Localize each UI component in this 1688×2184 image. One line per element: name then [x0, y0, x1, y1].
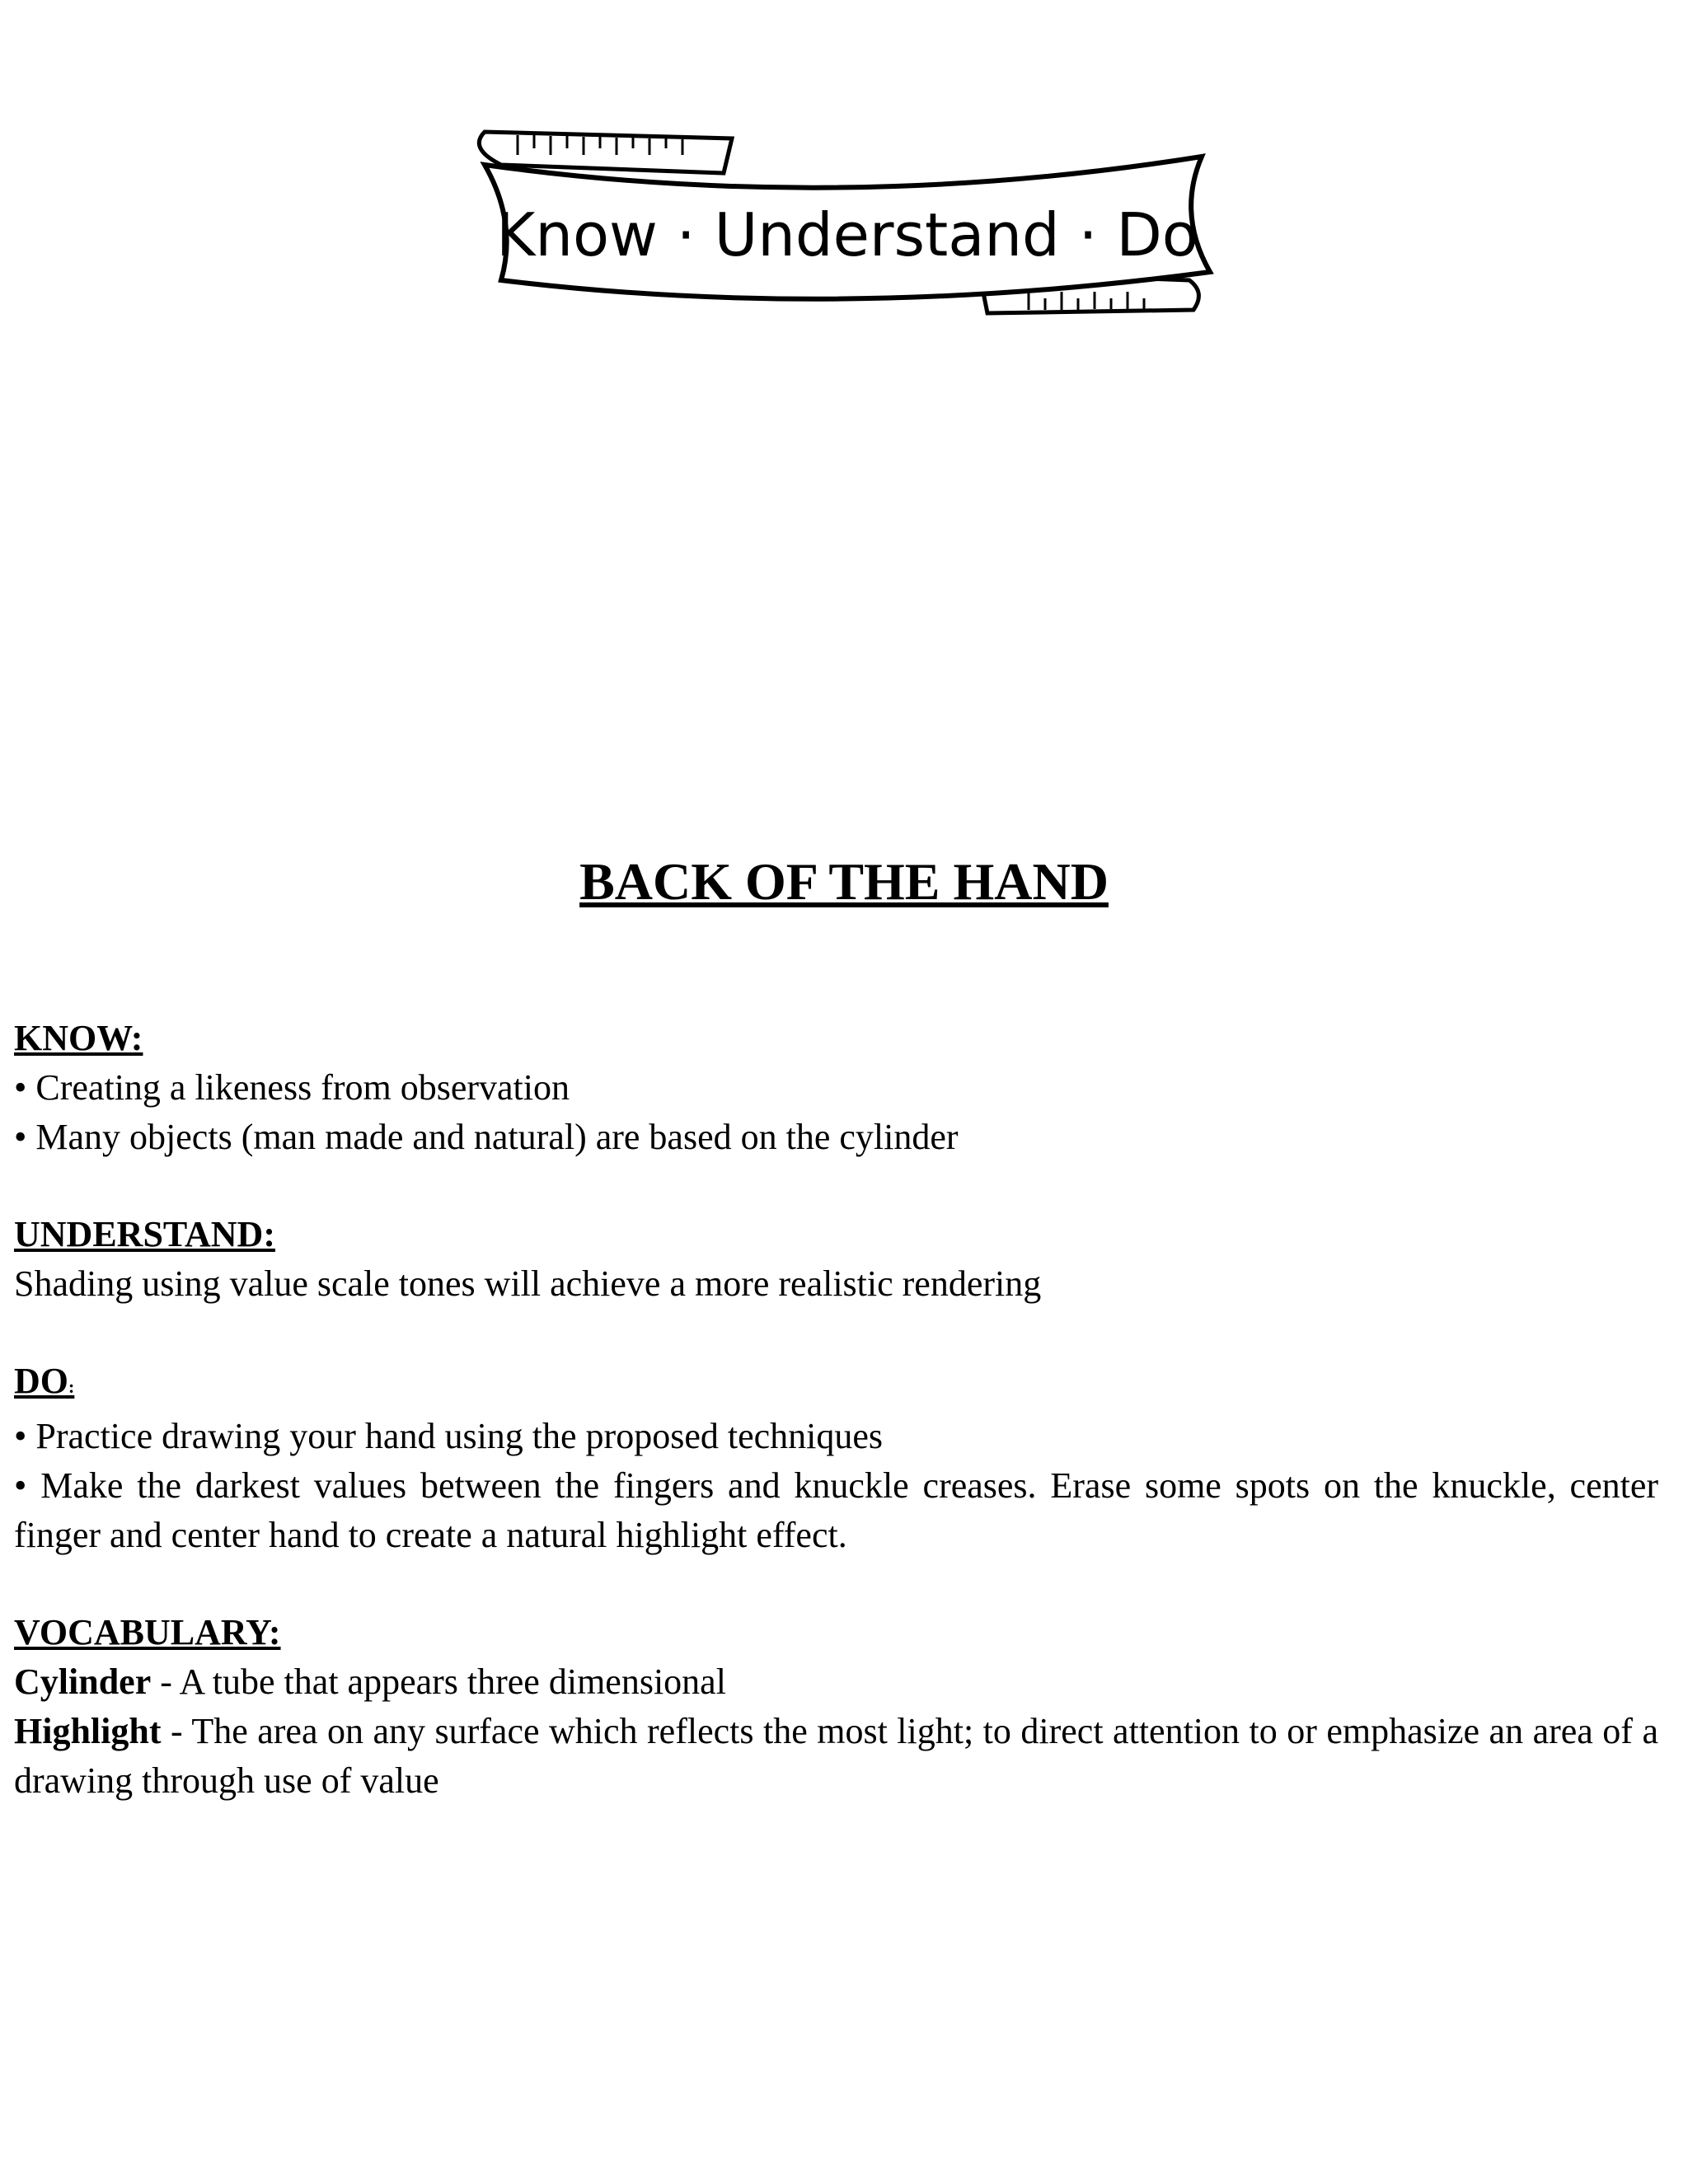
vocabulary-heading: VOCABULARY:	[14, 1612, 281, 1652]
vocabulary-entry	[14, 1657, 1658, 1707]
do-heading-colon: :	[68, 1376, 75, 1397]
ribbon-banner-graphic	[452, 115, 1235, 330]
document-body	[14, 1014, 1658, 1806]
do-heading	[14, 1357, 1658, 1412]
know-heading: KNOW:	[14, 1018, 143, 1058]
know-item: • Creating a likeness from observation	[14, 1067, 570, 1108]
vocabulary-entry	[14, 1707, 1658, 1806]
vocabulary-definition: - The area on any surface which reflects the most light; to direct attention to or emphasize an area of a drawing through use of value	[14, 1711, 1658, 1801]
banner-text: Know · Understand · Do	[496, 200, 1198, 269]
vocabulary-definition: - A tube that appears three dimensional	[151, 1661, 726, 1702]
do-heading-label: DO	[14, 1361, 68, 1401]
understand-heading: UNDERSTAND:	[14, 1214, 275, 1254]
vocabulary-term: Cylinder	[14, 1661, 152, 1702]
know-understand-do-banner	[452, 115, 1235, 330]
page-title: BACK OF THE HAND	[579, 852, 1109, 911]
vocabulary-term: Highlight	[14, 1711, 162, 1751]
understand-text: Shading using value scale tones will achieve a more realistic rendering	[14, 1263, 1042, 1304]
know-item: • Many objects (man made and natural) are based on the cylinder	[14, 1117, 959, 1157]
do-item: • Make the darkest values between the fingers and knuckle creases. Erase some spots on the knuckle, center finger and center hand to create a natural highlight effect.	[14, 1465, 1658, 1555]
do-item: • Practice drawing your hand using the proposed techniques	[14, 1416, 884, 1456]
